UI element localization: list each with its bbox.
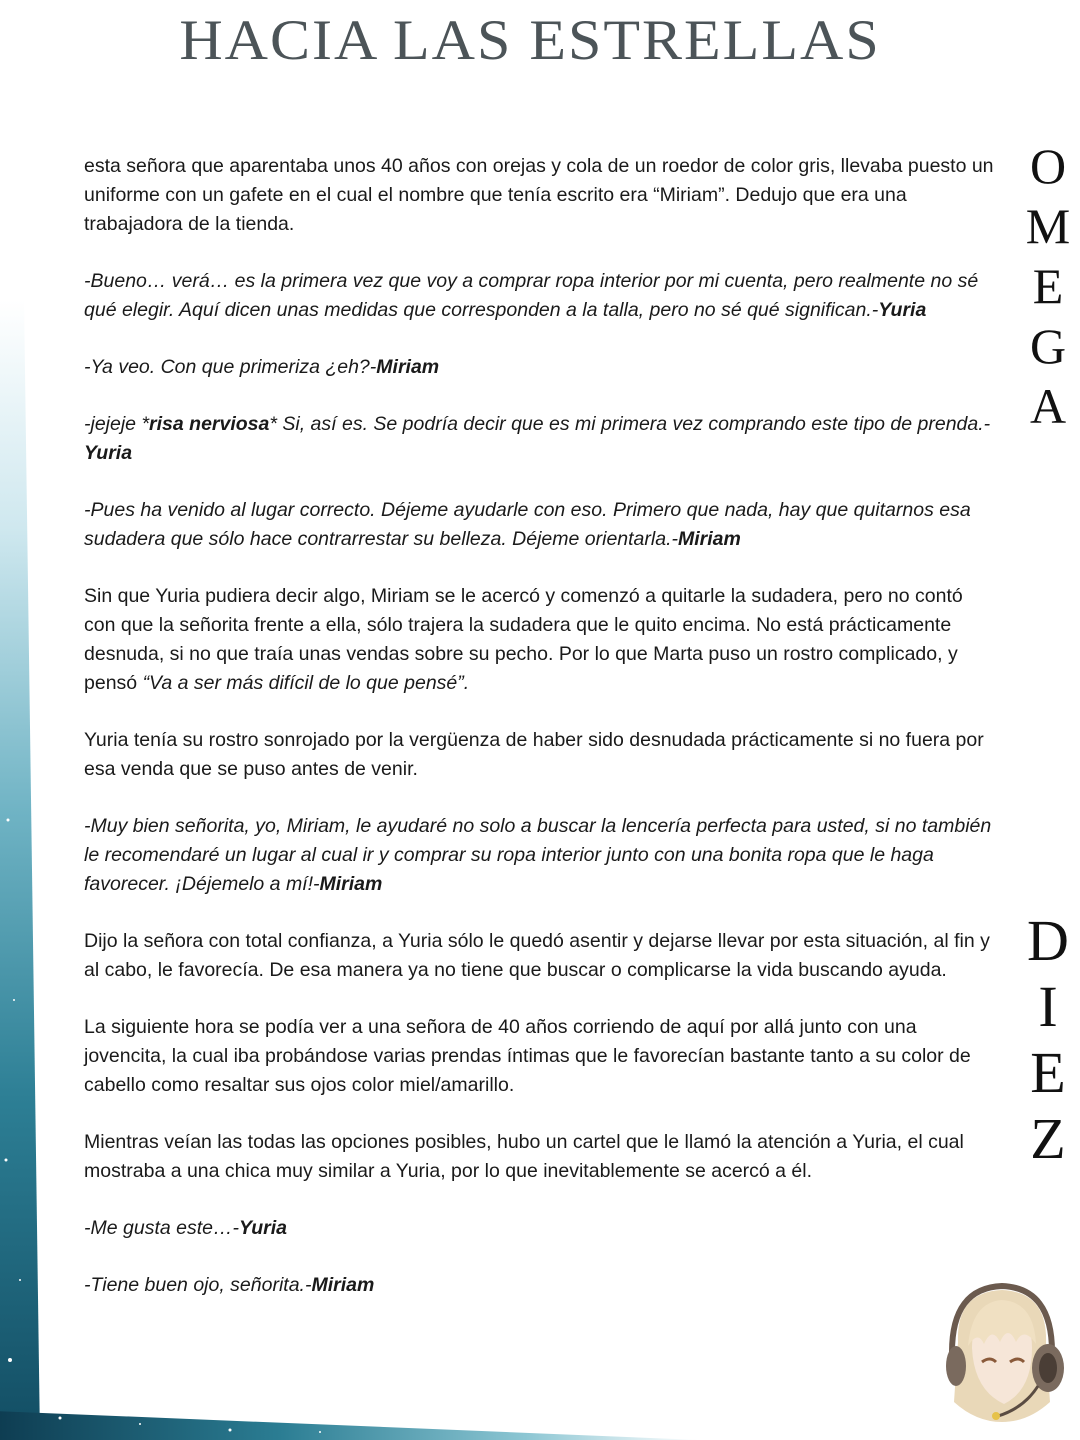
dialogue-text: -Tiene buen ojo, señorita.- <box>84 1274 312 1296</box>
narration-paragraph <box>84 726 998 784</box>
speaker-name: Yuria <box>238 1217 288 1239</box>
side-word-diez <box>1016 908 1080 1172</box>
paragraph-text: Dijo la señora con total confianza, a Yuria sólo le quedó asentir y dejarse llevar por esta situación, al fin y al cabo, le favorecía. De esa manera ya no tiene que buscar o complicarse la vida buscando ayuda. <box>84 930 990 981</box>
action-text: risa nerviosa <box>149 413 270 435</box>
side-letter: D <box>1027 908 1069 973</box>
narration-paragraph <box>84 927 998 985</box>
story-text <box>84 152 998 1300</box>
side-letter: Z <box>1030 1106 1066 1171</box>
narration-paragraph <box>84 582 998 698</box>
dialogue-text: * Si, así es. Se podría decir que es mi primera vez comprando este tipo de prenda.- <box>269 413 991 435</box>
headphone-girl-avatar-icon <box>938 1282 1066 1432</box>
side-letter: I <box>1038 974 1058 1039</box>
starry-border-bottom <box>0 1392 700 1440</box>
side-letter: E <box>1030 1040 1066 1105</box>
side-letter: E <box>1032 258 1064 314</box>
dialogue-text: -Ya veo. Con que primeriza ¿eh?- <box>84 356 377 378</box>
dialogue-paragraph <box>84 1271 998 1300</box>
narration-paragraph <box>84 1013 998 1100</box>
dialogue-text: -Pues ha venido al lugar correcto. Déjeme ayudarle con eso. Primero que nada, hay que quitarnos esa sudadera que sólo hace contrarrestar su belleza. Déjeme orientarla.- <box>84 499 971 550</box>
side-letter: A <box>1029 378 1067 434</box>
narration-paragraph <box>84 152 998 239</box>
paragraph-text: La siguiente hora se podía ver a una señora de 40 años corriendo de aquí por allá junto con una jovencita, la cual iba probándose varias prendas íntimas que le favorecían bastante tanto a su color de cabello como resaltar sus ojos color miel/amarillo. <box>84 1016 971 1096</box>
dialogue-paragraph <box>84 267 998 325</box>
paragraph-text: Yuria tenía su rostro sonrojado por la vergüenza de haber sido desnudada prácticamente si no fuera por esa venda que se puso antes de venir. <box>84 729 984 780</box>
side-letter: M <box>1025 198 1071 254</box>
paragraph-text: Mientras veían las todas las opciones posibles, hubo un cartel que le llamó la atención a Yuria, el cual mostraba a una chica muy similar a Yuria, por lo que inevitablemente se acercó a él. <box>84 1131 964 1182</box>
dialogue-text: -Bueno… verá… es la primera vez que voy a comprar ropa interior por mi cuenta, pero realmente no sé qué elegir. Aquí dicen unas medidas que corresponden a la talla, pero no sé qué significan.- <box>84 270 979 321</box>
dialogue-paragraph <box>84 496 998 554</box>
speaker-name: Miriam <box>311 1274 375 1296</box>
dialogue-paragraph <box>84 1214 998 1243</box>
speaker-name: Yuria <box>878 299 927 321</box>
dialogue-text: -jejeje * <box>84 413 150 435</box>
narration-paragraph <box>84 1128 998 1186</box>
thought-text: “Va a ser más difícil de lo que pensé”. <box>142 672 470 694</box>
dialogue-text: -Me gusta este…- <box>84 1217 239 1239</box>
dialogue-paragraph <box>84 410 998 468</box>
dialogue-text: -Muy bien señorita, yo, Miriam, le ayudaré no solo a buscar la lencería perfecta para usted, si no también le recomendaré un lugar al cual ir y comprar su ropa interior junto con una bonita ropa que le haga favorecer. ¡Déjemelo a mí!- <box>84 815 992 895</box>
header-title: HACIA LAS ESTRELLAS <box>179 8 881 72</box>
side-letter: G <box>1029 318 1067 374</box>
speaker-name: Miriam <box>678 528 741 550</box>
speaker-name: Yuria <box>84 442 133 464</box>
speaker-name: Miriam <box>319 873 383 895</box>
paragraph-text: esta señora que aparentaba unos 40 años con orejas y cola de un roedor de color gris, llevaba puesto un uniforme con un gafete en el cual el nombre que tenía escrito era “Miriam”. Dedujo que era una trabajadora de la tienda. <box>84 155 994 235</box>
dialogue-paragraph <box>84 353 998 382</box>
speaker-name: Miriam <box>376 356 440 378</box>
side-letter: O <box>1029 138 1067 194</box>
side-word-omega <box>1016 136 1080 436</box>
starry-border-left <box>0 300 40 1440</box>
paragraph-text: Sin que Yuria pudiera decir algo, Miriam se le acercó y comenzó a quitarle la sudadera, pero no contó con que la señorita frente a ella, sólo trajera la sudadera que le quito encima. No está prácticamente desnuda, si no que traía unas vendas sobre su pecho. Por lo que Marta puso un rostro complicado, y pensó <box>84 585 963 694</box>
dialogue-paragraph <box>84 812 998 899</box>
